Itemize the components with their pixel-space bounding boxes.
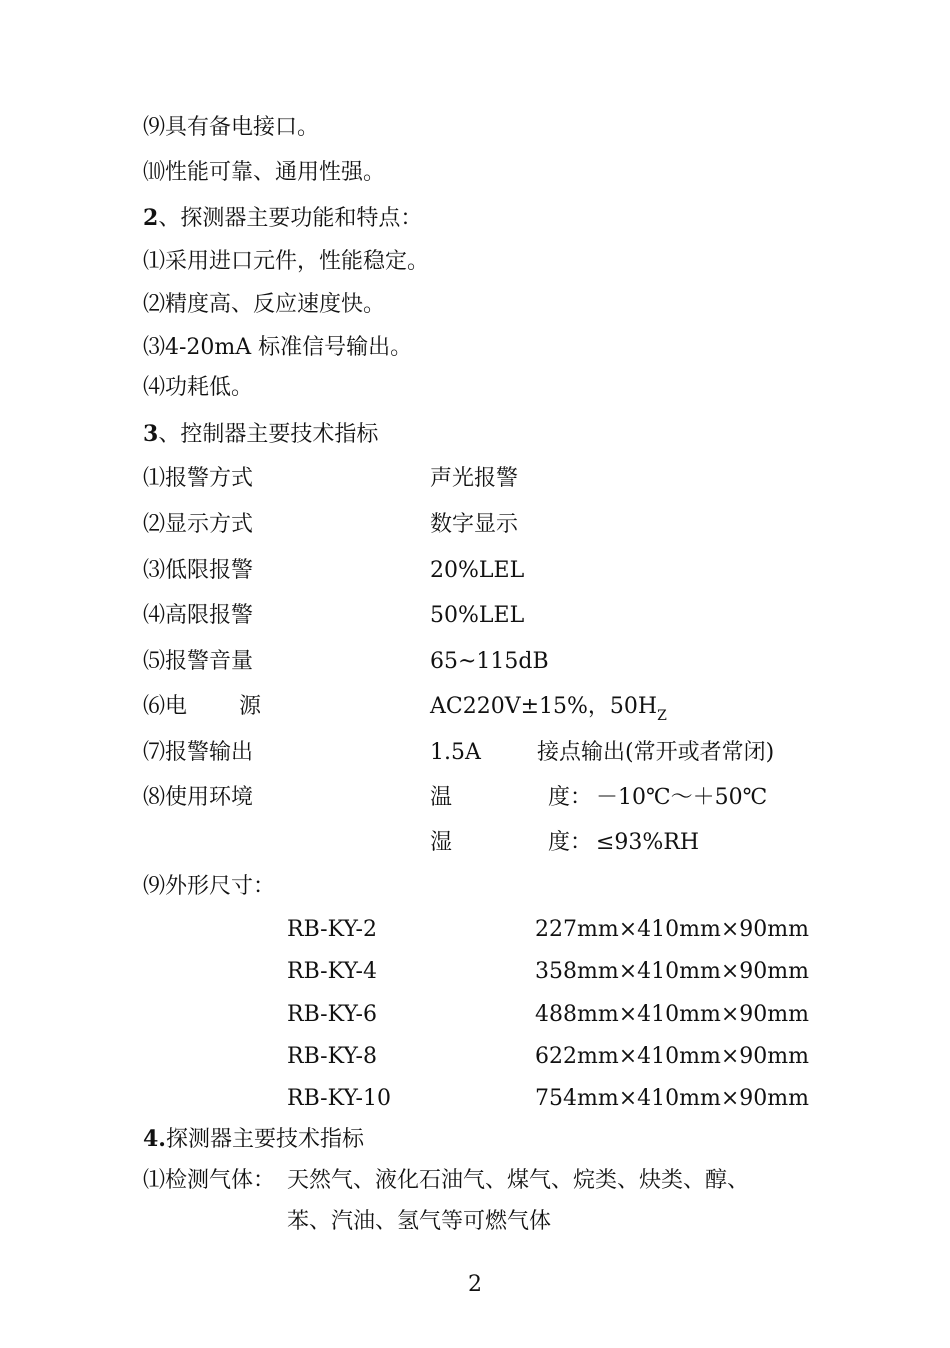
section-heading xyxy=(143,203,422,234)
env-humidity-label: 湿 xyxy=(430,830,453,855)
list-item: ⑼具有备电接口。 xyxy=(143,115,320,140)
spec-label: ⑹电 xyxy=(143,694,188,719)
spec-label: ⑵显示方式 xyxy=(143,512,254,537)
model-name: RB-KY-6 xyxy=(287,1002,377,1027)
list-item: ⑷功耗低。 xyxy=(143,375,254,400)
spec-label: ⑸报警音量 xyxy=(143,649,254,674)
spec-label: 源 xyxy=(239,694,262,719)
env-humidity-value: ≤93%RH xyxy=(596,830,700,855)
model-size: 754mm×410mm×90mm xyxy=(535,1086,810,1111)
section-title: 、控制器主要技术指标 xyxy=(158,422,379,447)
spec-label: ⑺报警输出 xyxy=(143,740,254,765)
env-temp-value: －10℃～＋50℃ xyxy=(596,785,768,810)
model-size: 227mm×410mm×90mm xyxy=(535,917,810,942)
spec-value: 50%LEL xyxy=(430,603,525,628)
section-heading xyxy=(143,419,378,450)
spec-value: 65~115dB xyxy=(430,649,549,674)
env-temp-label: 温 xyxy=(430,785,453,810)
spec-value: 数字显示 xyxy=(430,512,519,537)
model-name: RB-KY-10 xyxy=(287,1086,391,1111)
spec-label: ⑴检测气体： xyxy=(143,1168,276,1193)
list-item: ⑽性能可靠、通用性强。 xyxy=(143,160,386,185)
section-number: 2 xyxy=(143,205,159,231)
spec-label: ⑷高限报警 xyxy=(143,603,254,628)
model-size: 358mm×410mm×90mm xyxy=(535,959,810,984)
spec-label: ⑼外形尺寸： xyxy=(143,874,276,899)
spec-value: 天然气、液化石油气、煤气、烷类、炔类、醇、 xyxy=(287,1168,750,1193)
model-size: 622mm×410mm×90mm xyxy=(535,1044,810,1069)
env-temp-label: 度： xyxy=(548,785,593,810)
section-title: 探测器主要技术指标 xyxy=(165,1127,364,1152)
spec-label: ⑻使用环境 xyxy=(143,785,254,810)
page-number: 2 xyxy=(468,1272,482,1297)
env-humidity-label: 度： xyxy=(548,830,593,855)
spec-value: 20%LEL xyxy=(430,558,525,583)
model-name: RB-KY-4 xyxy=(287,959,377,984)
spec-value: 声光报警 xyxy=(430,466,519,491)
spec-value: 接点输出(常开或者常闭) xyxy=(537,740,775,765)
model-name: RB-KY-2 xyxy=(287,917,377,942)
spec-label: ⑶低限报警 xyxy=(143,558,254,583)
section-title: 、探测器主要功能和特点： xyxy=(158,206,423,231)
power-value: AC220V±15%，50H xyxy=(430,694,658,719)
model-name: RB-KY-8 xyxy=(287,1044,377,1069)
section-number: 4. xyxy=(143,1126,166,1152)
power-subscript: Z xyxy=(657,708,667,724)
spec-label: ⑴报警方式 xyxy=(143,466,254,491)
section-heading xyxy=(143,1124,364,1155)
list-item: ⑶4-20mA 标准信号输出。 xyxy=(143,335,413,360)
list-item: ⑴采用进口元件，性能稳定。 xyxy=(143,249,430,274)
section-number: 3 xyxy=(143,421,159,447)
spec-value: 1.5A xyxy=(430,740,481,765)
spec-value: 苯、汽油、氢气等可燃气体 xyxy=(287,1209,552,1234)
spec-value xyxy=(430,692,667,731)
model-size: 488mm×410mm×90mm xyxy=(535,1002,810,1027)
list-item: ⑵精度高、反应速度快。 xyxy=(143,292,386,317)
